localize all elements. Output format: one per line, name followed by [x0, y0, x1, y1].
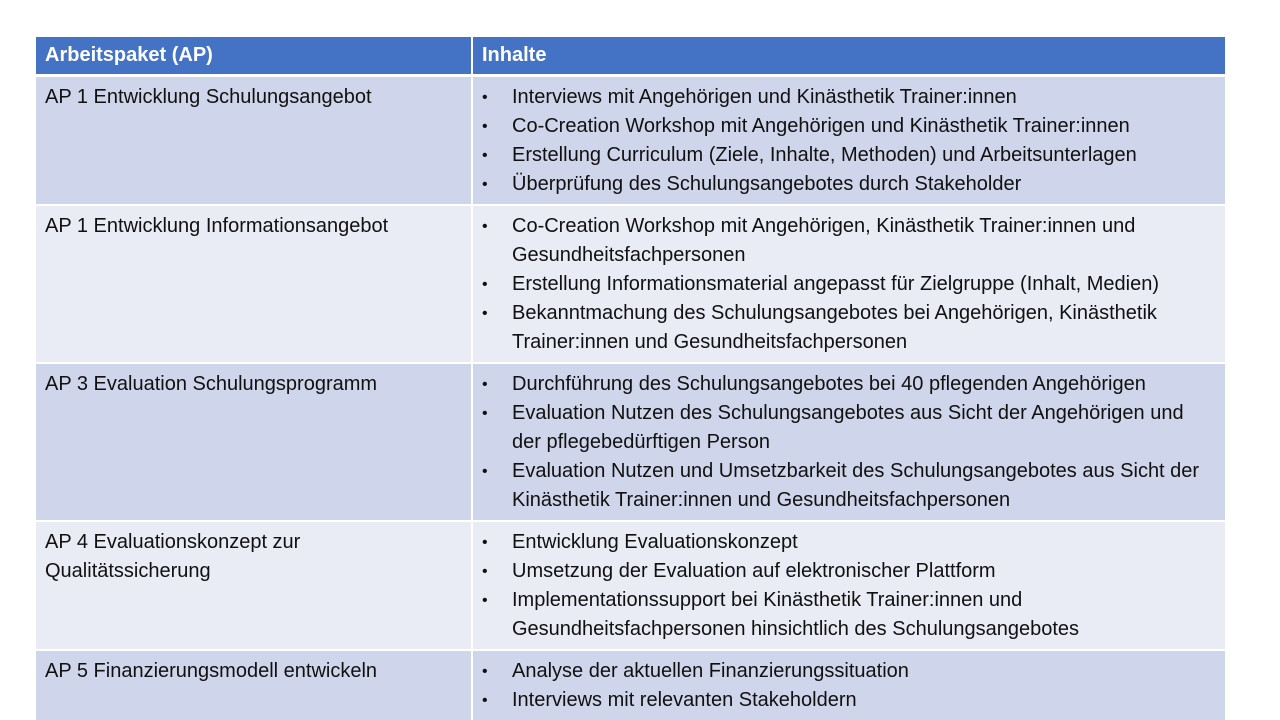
- header-arbeitspaket: Arbeitspaket (AP): [36, 37, 472, 75]
- bullet-icon: •: [482, 404, 488, 422]
- bullet-icon: •: [482, 175, 488, 193]
- list-item: • Überprüfung des Schulungsangebotes durch Stakeholder: [482, 170, 1216, 199]
- ap-cell: AP 1 Entwicklung Informationsangebot: [36, 205, 472, 363]
- content-cell: [472, 521, 1225, 650]
- bullet-icon: •: [482, 88, 488, 106]
- ap-cell: AP 5 Finanzierungsmodell entwickeln: [36, 650, 472, 720]
- list-item: • Implementationssupport bei Kinästhetik Trainer:innen und Gesundheitsfachpersonen hinsichtlich des Schulungsangebotes: [482, 586, 1216, 644]
- bullet-list: [482, 212, 1216, 357]
- bullet-icon: •: [482, 562, 488, 580]
- bullet-icon: •: [482, 591, 488, 609]
- table-row: [36, 521, 1225, 650]
- list-item: • Durchführung des Schulungsangebotes bei 40 pflegenden Angehörigen: [482, 370, 1216, 399]
- bullet-icon: •: [482, 375, 488, 393]
- work-package-table: [36, 37, 1225, 720]
- bullet-icon: •: [482, 533, 488, 551]
- bullet-list: [482, 528, 1216, 644]
- list-item: • Erstellung Informationsmaterial angepasst für Zielgruppe (Inhalt, Medien): [482, 270, 1216, 299]
- bullet-icon: •: [482, 304, 488, 322]
- list-item: • Umsetzung der Evaluation auf elektronischer Plattform: [482, 557, 1216, 586]
- list-item: • Interviews mit relevanten Stakeholdern: [482, 686, 1216, 715]
- bullet-icon: •: [482, 146, 488, 164]
- header-inhalte: Inhalte: [472, 37, 1225, 75]
- bullet-list: [482, 370, 1216, 515]
- ap-cell: AP 4 Evaluationskonzept zur Qualitätssicherung: [36, 521, 472, 650]
- bullet-icon: •: [482, 662, 488, 680]
- content-cell: [472, 205, 1225, 363]
- list-item: • Analyse der aktuellen Finanzierungssituation: [482, 657, 1216, 686]
- list-item: • Evaluation Nutzen des Schulungsangebotes aus Sicht der Angehörigen und der pflegebedürftigen Person: [482, 399, 1216, 457]
- table-row: [36, 75, 1225, 205]
- bullet-list: [482, 657, 1216, 715]
- table-row: [36, 205, 1225, 363]
- content-cell: [472, 363, 1225, 521]
- bullet-icon: •: [482, 462, 488, 480]
- list-item: • Evaluation Nutzen und Umsetzbarkeit des Schulungsangebotes aus Sicht der Kinästhetik Trainer:innen und Gesundheitsfachpersonen: [482, 457, 1216, 515]
- table-row: [36, 363, 1225, 521]
- list-item: • Interviews mit Angehörigen und Kinästhetik Trainer:innen: [482, 83, 1216, 112]
- table-row: [36, 650, 1225, 720]
- ap-cell: AP 3 Evaluation Schulungsprogramm: [36, 363, 472, 521]
- list-item: • Entwicklung Evaluationskonzept: [482, 528, 1216, 557]
- ap-cell: AP 1 Entwicklung Schulungsangebot: [36, 75, 472, 205]
- bullet-list: [482, 83, 1216, 199]
- bullet-icon: •: [482, 691, 488, 709]
- list-item: • Co-Creation Workshop mit Angehörigen und Kinästhetik Trainer:innen: [482, 112, 1216, 141]
- content-cell: [472, 650, 1225, 720]
- content-cell: [472, 75, 1225, 205]
- bullet-icon: •: [482, 275, 488, 293]
- list-item: • Bekanntmachung des Schulungsangebotes bei Angehörigen, Kinästhetik Trainer:innen und Gesundheitsfachpersonen: [482, 299, 1216, 357]
- table-header-row: [36, 37, 1225, 75]
- list-item: • Co-Creation Workshop mit Angehörigen, Kinästhetik Trainer:innen und Gesundheitsfachpersonen: [482, 212, 1216, 270]
- bullet-icon: •: [482, 117, 488, 135]
- bullet-icon: •: [482, 217, 488, 235]
- list-item: • Erstellung Curriculum (Ziele, Inhalte, Methoden) und Arbeitsunterlagen: [482, 141, 1216, 170]
